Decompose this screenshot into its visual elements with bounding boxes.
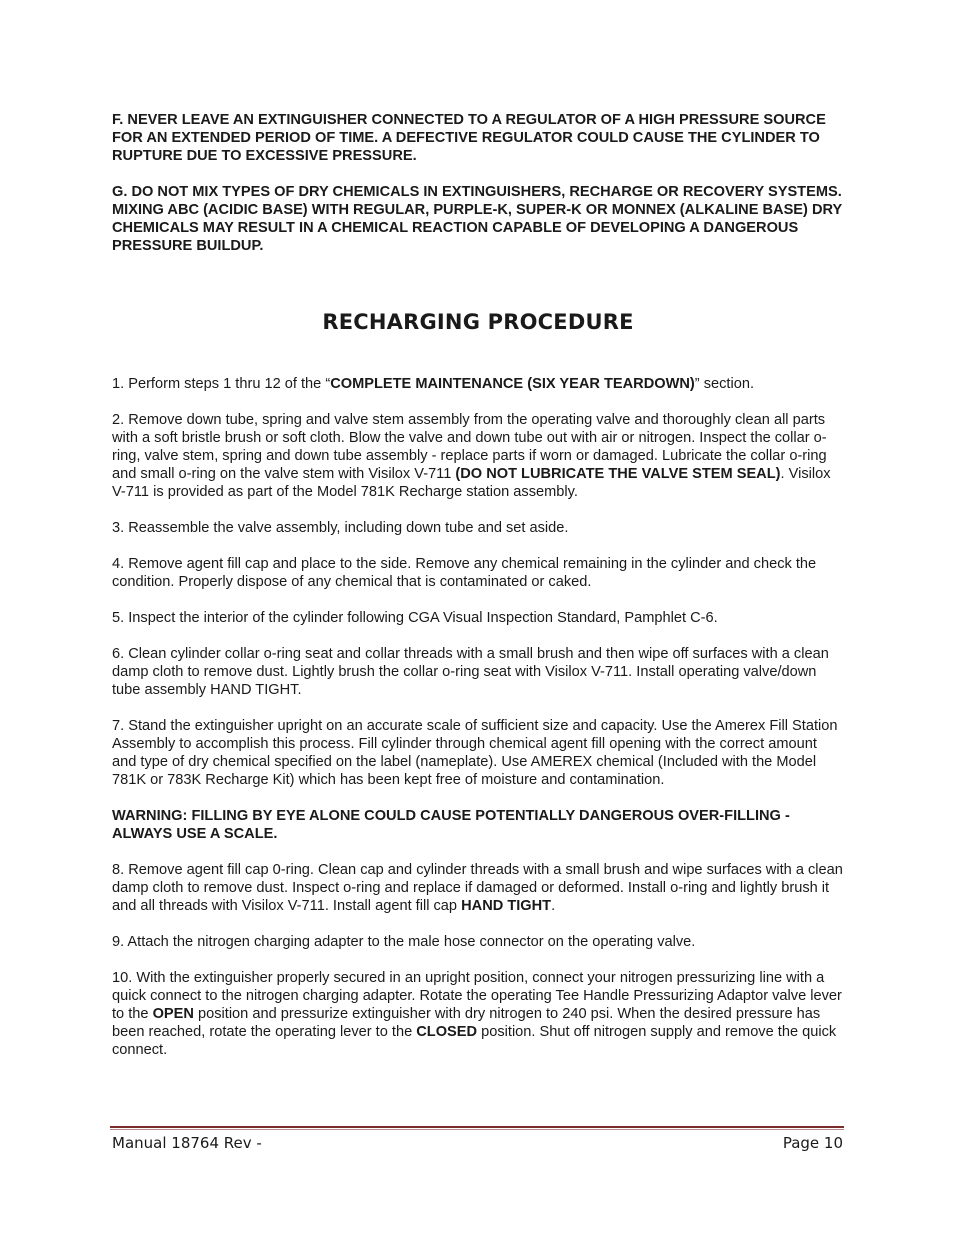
manual-number: Manual 18764 Rev - <box>112 1134 262 1152</box>
warning-f: F. NEVER LEAVE AN EXTINGUISHER CONNECTED TO A REGULATOR OF A HIGH PRESSURE SOURCE FOR AN EXTENDED PERIOD OF TIME. A DEFECTIVE REGULATOR COULD CAUSE THE CYLINDER TO RUPTURE DUE TO EXCESSIVE PRESSURE. <box>112 112 826 164</box>
page-number: Page 10 <box>782 1134 843 1152</box>
step-6: 6. Clean cylinder collar o-ring seat and collar threads with a small brush and then wipe off surfaces with a clean damp cloth to remove dust. Lightly brush the collar o-ring seat with Visilox V-711. Install operating valve/down tube assembly HAND TIGHT. <box>112 646 829 698</box>
step-5: 5. Inspect the interior of the cylinder following CGA Visual Inspection Standard, Pamphlet C-6. <box>112 610 718 626</box>
step-8: 8. Remove agent fill cap 0-ring. Clean cap and cylinder threads with a small brush and wipe surfaces with a clean damp cloth to remove dust. Inspect o-ring and replace if damaged or deformed. Install o-ring and lightly brush it and all threads with Visilox V-711. Install agent fill cap HAND TIGHT. <box>112 862 843 914</box>
step-10: 10. With the extinguisher properly secured in an upright position, connect your nitrogen pressurizing line with a quick connect to the nitrogen charging adapter. Rotate the operating Tee Handle Pressurizing Adaptor valve lever to the OPEN position and pressurize extinguisher with dry nitrogen to 240 psi. When the desired pressure has been reached, rotate the operating lever to the CLOSED position. Shut off nitrogen supply and remove the quick connect. <box>112 970 842 1058</box>
step-1: 1. Perform steps 1 thru 12 of the “COMPLETE MAINTENANCE (SIX YEAR TEARDOWN)” section. <box>112 376 755 392</box>
section-heading: RECHARGING PROCEDURE <box>322 310 634 334</box>
step-3: 3. Reassemble the valve assembly, including down tube and set aside. <box>112 520 569 536</box>
step-7: 7. Stand the extinguisher upright on an accurate scale of sufficient size and capacity. Use the Amerex Fill Station Assembly to accomplish this process. Fill cylinder through chemical agent fill opening with the correct amount and type of dry chemical specified on the label (nameplate). Use AMEREX chemical (Included with the Model 781K or 783K Recharge Kit) which has been kept free of moisture and contamination. <box>112 718 838 788</box>
procedure-steps <box>112 375 844 1059</box>
footer-divider <box>110 1126 844 1130</box>
step-2: 2. Remove down tube, spring and valve stem assembly from the operating valve and thoroughly clean all parts with a soft bristle brush or soft cloth. Blow the valve and down tube out with air or nitrogen. Inspect the collar o-ring, valve stem, spring and down tube assembly - replace parts if worn or damaged. Lubricate the collar o-ring and small o-ring on the valve stem with Visilox V-711 (DO NOT LUBRICATE THE VALVE STEM SEAL). Visilox V-711 is provided as part of the Model 781K Recharge station assembly. <box>112 412 831 500</box>
step-4: 4. Remove agent fill cap and place to the side. Remove any chemical remaining in the cylinder and check the condition. Properly dispose of any chemical that is contaminated or caked. <box>112 556 817 590</box>
page-footer <box>112 1134 843 1152</box>
warning-g: G. DO NOT MIX TYPES OF DRY CHEMICALS IN EXTINGUISHERS, RECHARGE OR RECOVERY SYSTEMS. MIXING ABC (ACIDIC BASE) WITH REGULAR, PURPLE-K, SUPER-K OR MONNEX (ALKALINE BASE) DRY CHEMICALS MAY RESULT IN A CHEMICAL REACTION CAPABLE OF DEVELOPING A DANGEROUS PRESSURE BUILDUP. <box>112 184 842 254</box>
step-9: 9. Attach the nitrogen charging adapter to the male hose connector on the operating valve. <box>112 934 696 950</box>
scale-warning: WARNING: FILLING BY EYE ALONE COULD CAUSE POTENTIALLY DANGEROUS OVER-FILLING - ALWAYS USE A SCALE. <box>112 808 790 842</box>
page-content <box>112 111 844 1077</box>
